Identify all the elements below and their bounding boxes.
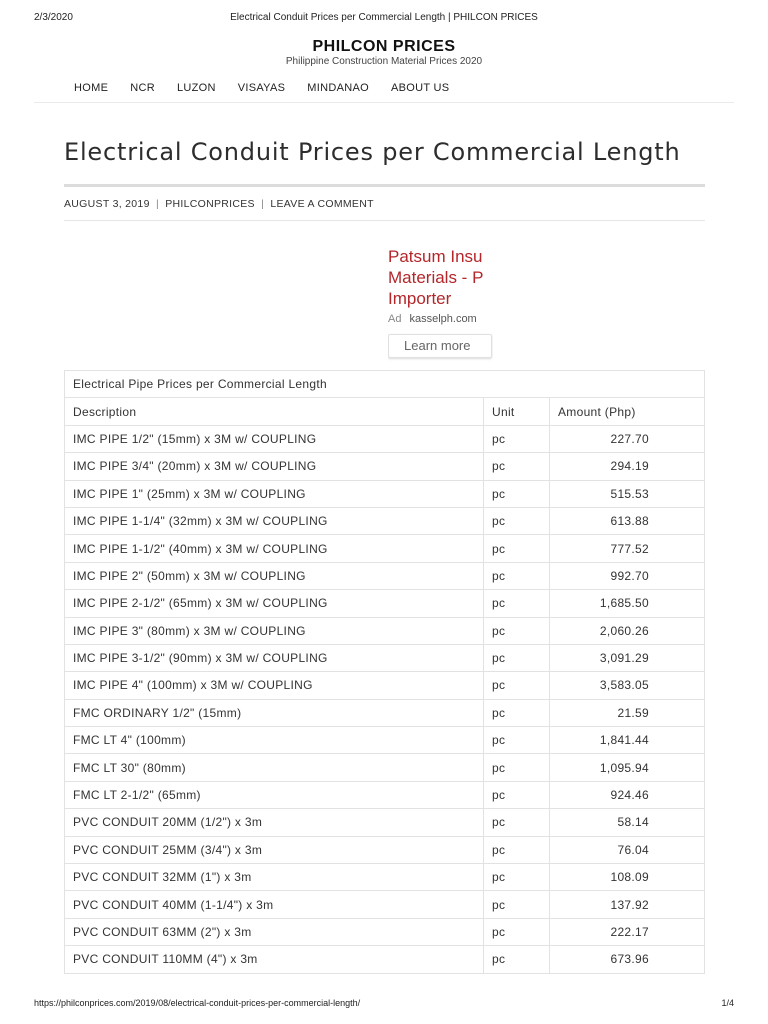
site-tagline: Philippine Construction Material Prices 2020 xyxy=(285,56,483,67)
cell-unit: pc xyxy=(484,699,550,726)
table-row xyxy=(65,836,705,863)
print-page-number: 1/4 xyxy=(721,998,734,1008)
nav-divider xyxy=(34,102,734,103)
cell-unit: pc xyxy=(484,672,550,699)
cell-unit: pc xyxy=(484,562,550,589)
post-meta xyxy=(64,198,374,210)
cell-unit: pc xyxy=(484,425,550,452)
cell-amount: 58.14 xyxy=(550,809,705,836)
cell-description: IMC PIPE 2" (50mm) x 3M w/ COUPLING xyxy=(65,562,484,589)
ad-headline-line-1[interactable]: Patsum Insu xyxy=(388,247,483,266)
cell-amount: 673.96 xyxy=(550,946,705,973)
table-row xyxy=(65,891,705,918)
table-row xyxy=(65,809,705,836)
table-row xyxy=(65,425,705,452)
cell-unit: pc xyxy=(484,535,550,562)
cell-amount: 777.52 xyxy=(550,535,705,562)
cell-amount: 2,060.26 xyxy=(550,617,705,644)
table-row xyxy=(65,480,705,507)
post-title: Electrical Conduit Prices per Commercial Length xyxy=(64,138,681,166)
ad-headline-line-3[interactable]: Importer xyxy=(388,289,452,308)
leave-comment-link[interactable]: LEAVE A COMMENT xyxy=(270,198,374,210)
cell-unit: pc xyxy=(484,754,550,781)
table-row xyxy=(65,781,705,808)
title-divider xyxy=(64,184,705,187)
cell-amount: 3,583.05 xyxy=(550,672,705,699)
nav-item-visayas[interactable]: VISAYAS xyxy=(237,82,286,94)
cell-description: IMC PIPE 3" (80mm) x 3M w/ COUPLING xyxy=(65,617,484,644)
post-date: AUGUST 3, 2019 xyxy=(64,198,150,210)
post-author-link[interactable]: PHILCONPRICES xyxy=(165,198,255,210)
nav-item-luzon[interactable]: LUZON xyxy=(176,82,216,94)
table-row xyxy=(65,754,705,781)
cell-unit: pc xyxy=(484,946,550,973)
table-row xyxy=(65,535,705,562)
cell-amount: 924.46 xyxy=(550,781,705,808)
cell-description: FMC LT 30" (80mm) xyxy=(65,754,484,781)
cell-amount: 108.09 xyxy=(550,864,705,891)
cell-description: IMC PIPE 1/2" (15mm) x 3M w/ COUPLING xyxy=(65,425,484,452)
cell-description: IMC PIPE 3-1/2" (90mm) x 3M w/ COUPLING xyxy=(65,644,484,671)
table-row xyxy=(65,918,705,945)
cell-unit: pc xyxy=(484,781,550,808)
cell-amount: 3,091.29 xyxy=(550,644,705,671)
table-row xyxy=(65,644,705,671)
cell-unit: pc xyxy=(484,864,550,891)
ad-source-domain[interactable]: kasselph.com xyxy=(409,313,477,325)
cell-amount: 1,685.50 xyxy=(550,590,705,617)
cell-amount: 227.70 xyxy=(550,425,705,452)
table-row xyxy=(65,864,705,891)
cell-description: PVC CONDUIT 110MM (4") x 3m xyxy=(65,946,484,973)
cell-amount: 21.59 xyxy=(550,699,705,726)
cell-unit: pc xyxy=(484,480,550,507)
print-document-title: Electrical Conduit Prices per Commercial Length | PHILCON PRICES xyxy=(230,12,538,23)
column-header-amount: Amount (Php) xyxy=(550,398,705,425)
ad-badge: Ad xyxy=(388,313,402,325)
cell-description: FMC ORDINARY 1/2" (15mm) xyxy=(65,699,484,726)
cell-description: IMC PIPE 1-1/4" (32mm) x 3M w/ COUPLING xyxy=(65,507,484,534)
cell-description: IMC PIPE 2-1/2" (65mm) x 3M w/ COUPLING xyxy=(65,590,484,617)
cell-description: FMC LT 2-1/2" (65mm) xyxy=(65,781,484,808)
table-row xyxy=(65,699,705,726)
cell-amount: 1,095.94 xyxy=(550,754,705,781)
ad-headline-line-2[interactable]: Materials - P xyxy=(388,268,484,287)
cell-unit: pc xyxy=(484,836,550,863)
cell-description: PVC CONDUIT 25MM (3/4") x 3m xyxy=(65,836,484,863)
cell-amount: 76.04 xyxy=(550,836,705,863)
cell-amount: 222.17 xyxy=(550,918,705,945)
print-header xyxy=(34,12,734,26)
cell-unit: pc xyxy=(484,891,550,918)
cell-unit: pc xyxy=(484,727,550,754)
main-nav xyxy=(74,82,471,98)
print-url: https://philconprices.com/2019/08/electrical-conduit-prices-per-commercial-length/ xyxy=(34,998,361,1008)
cell-description: IMC PIPE 1-1/2" (40mm) x 3M w/ COUPLING xyxy=(65,535,484,562)
print-date: 2/3/2020 xyxy=(34,12,73,23)
cell-unit: pc xyxy=(484,617,550,644)
table-row xyxy=(65,590,705,617)
nav-item-mindanao[interactable]: MINDANAO xyxy=(307,82,369,94)
meta-separator: | xyxy=(261,198,265,210)
ad-learn-more-button[interactable]: Learn more xyxy=(388,334,492,358)
cell-description: FMC LT 4" (100mm) xyxy=(65,727,484,754)
cell-amount: 294.19 xyxy=(550,453,705,480)
table-row xyxy=(65,453,705,480)
cell-amount: 613.88 xyxy=(550,507,705,534)
column-header-description: Description xyxy=(65,398,484,425)
cell-amount: 515.53 xyxy=(550,480,705,507)
cell-description: IMC PIPE 3/4" (20mm) x 3M w/ COUPLING xyxy=(65,453,484,480)
column-header-unit: Unit xyxy=(484,398,550,425)
table-row xyxy=(65,507,705,534)
table-row xyxy=(65,617,705,644)
table-row xyxy=(65,672,705,699)
cell-amount: 1,841.44 xyxy=(550,727,705,754)
cell-description: PVC CONDUIT 40MM (1-1/4") x 3m xyxy=(65,891,484,918)
table-header-row xyxy=(65,398,705,425)
cell-description: IMC PIPE 1" (25mm) x 3M w/ COUPLING xyxy=(65,480,484,507)
meta-separator: | xyxy=(155,198,159,210)
nav-item-home[interactable]: HOME xyxy=(74,82,109,94)
cell-unit: pc xyxy=(484,918,550,945)
cell-description: PVC CONDUIT 20MM (1/2") x 3m xyxy=(65,809,484,836)
cell-description: PVC CONDUIT 63MM (2") x 3m xyxy=(65,918,484,945)
ad-banner[interactable] xyxy=(388,246,493,364)
cell-description: IMC PIPE 4" (100mm) x 3M w/ COUPLING xyxy=(65,672,484,699)
table-row xyxy=(65,562,705,589)
cell-unit: pc xyxy=(484,809,550,836)
cell-unit: pc xyxy=(484,507,550,534)
cell-unit: pc xyxy=(484,644,550,671)
cell-amount: 137.92 xyxy=(550,891,705,918)
nav-item-about-us[interactable]: ABOUT US xyxy=(390,82,450,94)
table-caption-row xyxy=(65,371,705,398)
site-title[interactable]: PHILCON PRICES xyxy=(312,38,456,55)
table-row xyxy=(65,946,705,973)
cell-description: PVC CONDUIT 32MM (1") x 3m xyxy=(65,864,484,891)
meta-divider xyxy=(64,220,705,221)
ad-source xyxy=(388,313,493,325)
cell-unit: pc xyxy=(484,590,550,617)
print-footer xyxy=(34,998,734,1012)
cell-unit: pc xyxy=(484,453,550,480)
table-row xyxy=(65,727,705,754)
nav-item-ncr[interactable]: NCR xyxy=(130,82,155,94)
cell-amount: 992.70 xyxy=(550,562,705,589)
price-table xyxy=(64,370,705,974)
table-caption: Electrical Pipe Prices per Commercial Length xyxy=(65,371,705,398)
